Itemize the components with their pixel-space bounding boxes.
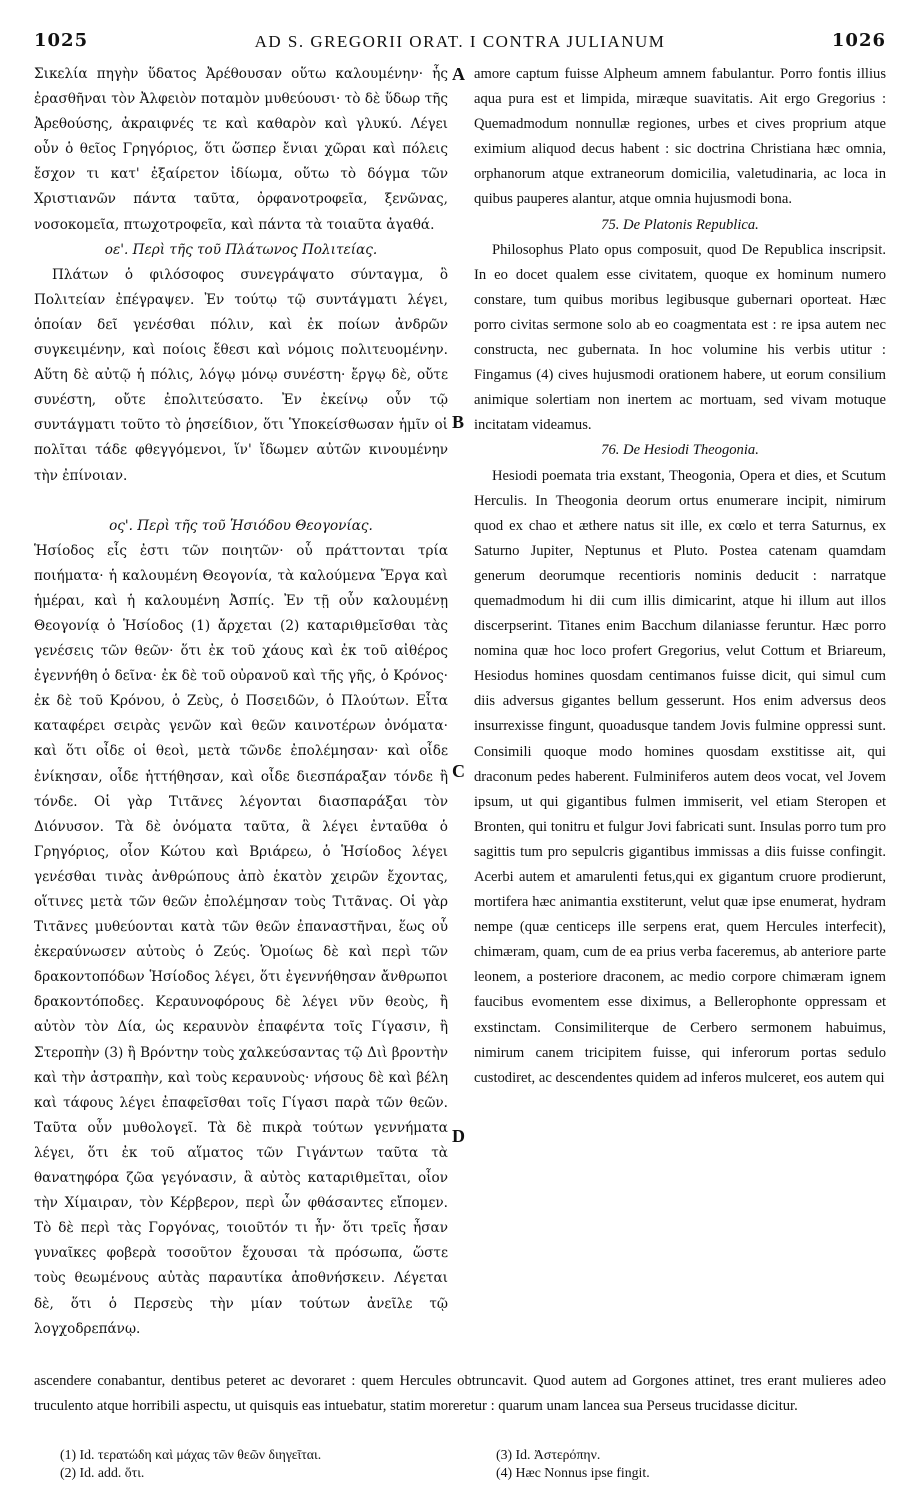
footnote-4: (4) Hæc Nonnus ipse fingit. [496, 1465, 650, 1480]
footnotes-left [60, 1446, 460, 1482]
page-header [34, 30, 886, 56]
page-number-left: 1025 [34, 30, 89, 51]
latin-column [474, 62, 886, 1091]
footnote-2: (2) Id. add. ὅτι. [60, 1465, 145, 1480]
page-number-right: 1026 [831, 30, 886, 51]
latin-paragraph-hesiod: Hesiodi poemata tria exstant, Theogonia, Opera et dies, et Scutum Herculis. In Theogonia deorum ortus enumerare incipit, nimirum quod ex chao et æthere natus sit ille, ex cœlo et terra Saturnus, ex Saturno Jupiter, Neptunus et Pluto. Postea catenam quamdam generum deorumque recentioris nominis deducit : narratque quemadmodum hi dii cum illis dimicarint, atque hi illum aut illos discerpserint. Titanes enim Bacchum dilaniasse feruntur. Hæc porro nomina quæ hoc loco profert Gregorius, velut Cottum et Briareum, Hesiodus homines quosdam centimanos fuisse dicit, qui simul cum diis adversus gigantes bellum gesserunt. Hos enim adversus deos insurrexisse fingunt, quoadusque tandem Jovis fulmine oppressi sunt. Consimili quoque modo homines quosdam exstitisse ait, qui draconum pedes haberent. Fulminiferos autem deos vocat, vel Jovem ipsum, ut qui gigantibus fulmen immiserit, vel etiam Steropen et Bronten, qui tonitru et fulgur Jovi fabricati sunt. Insulas porro tum pro sagittis tum pro sepulcris gigantibus immissas a diis fuisse confingit. Acerbi autem et amarulenti fetus,qui ex gigantum cruore prodierunt, mortifera hæc animantia exstiterunt, velut quæ ipse enumerat, hydram nempe (quæ centiceps ille serpens erat, quem Hercules interfecit), chimæram, quam, cum de ea prius verba faceremus, ab anteriore parte leonem, a posteriore draconem, ac medio corpore chimæram ignem faucibus evomentem esse diximus, a Bellerophonte oppressam et exstinctam. Consimiliterque de Cerbero sermonem habuimus, nimirum canem tricipitem fuisse, qui inferorum portas sedulo custodiret, ac descendentes quidem ad inferos mulceret, eos autem qui [474, 467, 886, 1086]
greek-column [34, 62, 448, 1342]
margin-letter-a: A [452, 64, 465, 84]
footnotes-right [496, 1446, 886, 1482]
greek-paragraph-arethusa: Σικελία πηγὴν ὕδατος Ἀρέθουσαν οὕτω καλουμένην· ἧς ἐρασθῆναι τὸν Ἀλφειὸν ποταμὸν μυθεύουσι· τὸ δὲ ὕδωρ τῆς Ἀρεθούσης, ἀκραιφνές τε καὶ καθαρὸν καὶ γλυκύ. Λέγει οὖν ὁ θεῖος Γρηγόριος, ὅτι ὥσπερ ἔνιαι χῶραι καὶ πόλεις ἔσχον τι κατ' ἐξαίρετον ἰδίωμα, οὕτω τὸ δόγμα τῶν Χριστιανῶν πάντα ταῦτα, ὀρφανοτροφεῖα, ξενῶνας, νοσοκομεῖα, πτωχοτροφεῖα, καὶ πάντα τὰ τοιαῦτα ἀγαθά. [34, 66, 448, 233]
latin-section-title-76: 76. De Hesiodi Theogonia. [601, 442, 759, 459]
latin-section-title-75: 75. De Platonis Republica. [601, 216, 759, 233]
running-title: AD S. GREGORII ORAT. I CONTRA JULIANUM [254, 32, 666, 51]
latin-paragraph-arethusa: amore captum fuisse Alpheum amnem fabulantur. Porro fontis illius aqua pura est et limpida, miræque suavitatis. Ait ergo Gregorius : Quemadmodum nonnullæ regiones, urbes et cives proprium atque eximium aliquod decus habent : sic doctrina Christiana hæc omnia, orphanorum atque extraneorum domicilia, valetudinaria, ac loca in quibus pauperes alantur, atque omnia hujusmodi bona. [474, 66, 886, 208]
footnote-1: (1) Id. τερατώδη καὶ μάχας τῶν θεῶν διηγεῖται. [60, 1447, 322, 1462]
greek-section-title-76: ος'. Περὶ τῆς τοῦ Ἡσιόδου Θεογονίας. [109, 517, 373, 534]
margin-letter-b: B [452, 412, 465, 432]
greek-paragraph-hesiod: Ἡσίοδος εἷς ἐστι τῶν ποιητῶν· οὗ πράττονται τρία ποιήματα· ἡ καλουμένη Θεογονία, τὰ καλούμενα Ἔργα καὶ ἡμέραι, καὶ ἡ καλουμένη Ἀσπίς. Ἐν τῇ οὖν καλουμένῃ Θεογονίᾳ ὁ Ἡσίοδος (1) ἄρχεται (2) καταριθμεῖσθαι τὰς γενέσεις τῶν θεῶν· ὅτι ἐκ τοῦ χάους καὶ ἐκ τοῦ αἰθέρος ἐγεννήθη ὁ δεῖνα· ἐκ δὲ τοῦ οὐρανοῦ καὶ τῆς γῆς, ὁ Κρόνος· ἐκ δὲ τοῦ Κρόνου, ὁ Ζεὺς, ὁ Ποσειδῶν, ὁ Πλούτων. Εἶτα καταφέρει σειρὰς γενῶν καὶ θεῶν καινοτέρων ὀνόματα· καὶ ὅτι οἶδε οἱ θεοὶ, μετὰ τῶνδε ἐπολέμησαν· καὶ οἶδε ἐνίκησαν, οἶδε ἡττήθησαν, καὶ οἶδε διεσπάραξαν τόνδε ἢ τόνδε. Οἱ γὰρ Τιτᾶνες λέγονται διασπαράξαι τὸν Διόνυσον. Τὰ δὲ ὀνόματα ταῦτα, ἃ λέγει ἐνταῦθα ὁ Γρηγόριος, οἷον Κώτου καὶ Βριάρεω, ὁ Ἡσίοδος λέγει γενέσθαι τινὰς ἀνθρώπους ἀπὸ ἑκατὸν χειρῶν ἔχοντας, οἵτινες μετὰ τῶν θεῶν ἐπολέμησαν τοὺς Τιτᾶνας. Οἱ γὰρ Τιτᾶνες μυθεύονται κατὰ τῶν θεῶν ἐπαναστῆναι, ἕως οὗ ἐκεραύνωσεν αὐτοὺς ὁ Ζεύς. Ὁμοίως δὲ καὶ περὶ τῶν δρακοντοπόδων Ἡσίοδος λέγει, ὅτι ἐγεννήθησαν ἄνθρωποι δρακοντόποδες. Κεραυνοφόρους δὲ λέγει νῦν θεοὺς, ἢ αὐτὸν τὸν Δία, ὡς κεραυνὸν ἐπαφέντα τοῖς Γίγασιν, ἢ Στεροπὴν (3) ἢ Βρόντην τοὺς χαλκεύσαντας τῷ Διὶ βροντὴν καὶ τὴν ἀστραπὴν, καὶ τοὺς κεραυνοὺς· νήσους δὲ καὶ βέλη καὶ τάφους λέγει ἐπαφεῖσθαι τοῖς Γίγασι παρὰ τῶν θεῶν. Ταῦτα οὖν μυθολογεῖ. Τὰ δὲ πικρὰ τούτων γεννήματα λέγει, ὅτι ἐκ τοῦ αἵματος τῶν Γιγάντων ταῦτα τὰ θανατηφόρα ζῶα γεγόνασιν, ἃ αὐτὸς καταριθμεῖται, οἷον τὴν Χίμαιραν, τὸν Κέρβερον, περὶ ὧν φθάσαντες εἴπομεν. Τὸ δὲ περὶ τὰς Γοργόνας, τοιοῦτόν τι ἦν· ὅτι τρεῖς ἦσαν γυναῖκες φοβερὰ τοσοῦτον ἔχουσαι τὰ πρόσωπα, ὥστε τοὺς θεωμένους αὐτὰς παραυτίκα ἀποθνήσκειν. Λέγεται δὲ, ὅτι ὁ Περσεὺς τὴν μίαν τούτων ἀνεῖλε τῷ λογχοδρεπάνῳ. [34, 542, 448, 1337]
greek-section-title-75: οε'. Περὶ τῆς τοῦ Πλάτωνος Πολιτείας. [104, 241, 378, 258]
margin-letter-c: C [452, 761, 465, 781]
latin-paragraph-plato: Philosophus Plato opus composuit, quod De Republica inscripsit. In eo docet qualem esse civitatem, quoque ex hominum numero constare, tum quibus moribus legibusque gubernari oporteat. Hæc porro civitas sermone solo ab eo coagmentata est : re ipsa autem nec constructa, nec gubernata. In hoc volumine his verbis utitur : Fingamus (4) cives hujusmodi orationem habere, ut eorum consilium animique solertiam non inertem ac mortuam, sed vivam motuque incitatam videamus. [474, 241, 886, 434]
margin-letter-d: D [452, 1126, 465, 1146]
latin-continuation-full-width: ascendere conabantur, dentibus peteret ac devoraret : quem Hercules obtruncavit. Quod autem ad Gorgones attinet, tres erant mulieres adeo truculento atque horribili aspectu, ut quisquis eas intuebatur, statim moreretur : quarum unam lancea sua Perseus trucidasse dicitur. [34, 1372, 886, 1414]
section-gap [34, 489, 448, 514]
greek-paragraph-plato: Πλάτων ὁ φιλόσοφος συνεγράψατο σύνταγμα, ὃ Πολιτείαν ἐπέγραψεν. Ἐν τούτῳ τῷ συντάγματι λέγει, ὁποίαν δεῖ γενέσθαι πόλιν, καὶ ἐκ ποίων ἀνδρῶν συγκειμένην, καὶ ποίοις ἔθεσι καὶ νόμοις πολιτευομένην. Αὕτη δὲ αὐτῷ ἡ πόλις, λόγῳ μόνῳ συνέστη· ἔργῳ δὲ, οὔτε συνέστη, οὔτε ἐπολιτεύσατο. Ἐν ἐκείνῳ οὖν τῷ συντάγματι τοῦτο τὸ ῥησείδιον, ὅτι Ὑποκείσθωσαν ἡμῖν οἱ πολῖται τάδε φθεγγόμενοι, ἵν' ἴδωμεν αὐτῶν κινουμένην τὴν ἐπίνοιαν. [34, 266, 448, 484]
footnote-3: (3) Id. Ἀστερόπην. [496, 1447, 601, 1462]
